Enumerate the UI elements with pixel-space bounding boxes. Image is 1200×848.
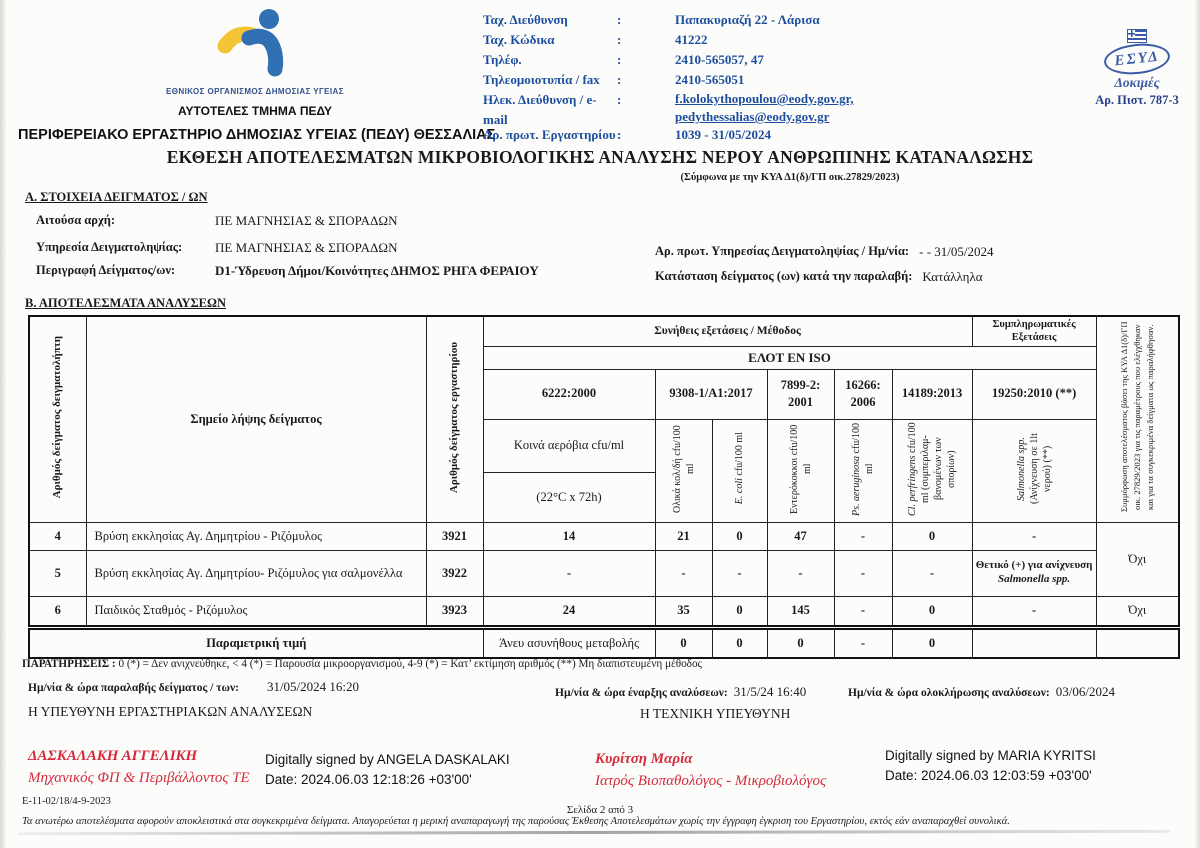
field-label: Περιγραφή Δείγματος/ων: xyxy=(36,263,176,277)
param-cl-perfringens: Cl. perfringens cfu/100 ml (συμπεριλαμ- βανομένων των σπορίων) xyxy=(892,419,972,522)
contact-value: Παπακυριαζή 22 - Λάρισα xyxy=(675,12,820,27)
result-cell: - xyxy=(712,550,767,596)
contact-label: Ηλεκ. Διεύθυνση / e-mail xyxy=(483,92,597,127)
observations-text: 0 (*) = Δεν ανιχνεύθηκε, < 4 (*) = Παρουσία μικροοργανισμού, 4-9 (*) = Κατ’ εκτίμηση αριθμός (**) Μη διαπιστευμένη μέθοδος xyxy=(118,658,702,670)
digital-signature-line: Digitally signed by MARIA KYRITSI xyxy=(885,748,1096,763)
contact-value: 2410-565051 xyxy=(675,72,745,87)
protocol-label: Αρ. πρωτ. Εργαστηρίου xyxy=(483,127,616,142)
greek-flag-icon xyxy=(1128,30,1146,42)
eody-logo-icon xyxy=(203,6,307,80)
report-subtitle: (Σύμφωνα με την ΚΥΑ Δ1(δ)/ΓΠ οικ.27829/2023) xyxy=(680,172,900,183)
scan-edge-left xyxy=(0,0,7,848)
signature-left-digital-block xyxy=(265,750,510,789)
contact-row-email xyxy=(483,90,953,130)
digital-signature-date: Date: 2024.06.03 12:18:26 +03'00' xyxy=(265,771,472,787)
scan-edge-right xyxy=(1194,0,1200,848)
sampling-point-cell: Βρύση εκκλησίας Αγ. Δημητρίου- Ριζόμυλος για σαλμονέλλα xyxy=(86,550,426,596)
report-title: ΕΚΘΕΣΗ ΑΠΟΤΕΛΕΣΜΑΤΩΝ ΜΙΚΡΟΒΙΟΛΟΓΙΚΗΣ ΑΝΑΛΥΣΗΣ ΝΕΡΟΥ ΑΝΘΡΩΠΙΝΗΣ ΚΑΤΑΝΑΛΩΣΗΣ xyxy=(166,147,1034,167)
sample-number-cell: 6 xyxy=(29,596,86,626)
col-header-compliance: Συμμόρφωση αποτελέσματος βάσει της ΚΥΑ Δ1(δ)/ΓΠ οικ. 27829/2023 για τις παραμέτρους που ελέγχθηκαν και για τα συγκεκριμένα δείγματα ως παραλήφθησαν. xyxy=(1096,316,1179,522)
contact-label: Τηλέφ. xyxy=(483,52,522,67)
result-cell: - xyxy=(834,522,892,550)
field-sampling-protocol xyxy=(655,244,994,260)
field-value: Κατάλληλα xyxy=(922,269,983,284)
field-sampling-service xyxy=(36,240,397,256)
result-cell: 24 xyxy=(483,596,655,626)
field-value: - - 31/05/2024 xyxy=(919,244,994,259)
parametric-value-table xyxy=(28,628,1180,659)
field-requesting-authority xyxy=(36,213,397,229)
group-header-supplementary-tests: Συμπληρωματικές Εξετάσεις xyxy=(972,316,1096,346)
field-value: ΠΕ ΜΑΓΝΗΣΙΑΣ & ΣΠΟΡΑΔΩΝ xyxy=(215,240,398,255)
signer-title: Ιατρός Βιοπαθολόγος - Μικροβιολόγος xyxy=(595,772,827,789)
lab-number-cell: 3921 xyxy=(426,522,483,550)
method-6222: 6222:2000 xyxy=(483,369,655,419)
email-link-2[interactable]: pedythessalias@eody.gov.gr xyxy=(675,109,830,124)
signer-title: Μηχανικός ΦΠ & Περιβάλλοντος ΤΕ xyxy=(28,769,250,786)
result-cell: - xyxy=(892,550,972,596)
method-9308: 9308-1/A1:2017 xyxy=(655,369,767,419)
table-row-sample-6 xyxy=(29,596,1179,626)
param-aerobic-count: Κοινά αερόβια cfu/ml xyxy=(483,419,655,473)
contact-separator: : xyxy=(617,12,622,27)
iso-standard-header: ΕΛΟΤ ΕΝ ISO xyxy=(483,346,1096,369)
method-7899: 7899-2: 2001 xyxy=(767,369,834,419)
lab-number-cell: 3923 xyxy=(426,596,483,626)
digital-signature-line: Digitally signed by ANGELA DASKALAKI xyxy=(265,752,510,767)
parametric-cell: 0 xyxy=(892,629,972,658)
contact-separator: : xyxy=(617,127,622,142)
field-label: Αρ. πρωτ. Υπηρεσίας Δειγματοληψίας / Ημ/νία: xyxy=(655,244,910,258)
observations-line xyxy=(22,658,702,670)
result-cell: 47 xyxy=(767,522,834,550)
signer-name: ΔΑΣΚΑΛΑΚΗ ΑΓΓΕΛΙΚΗ xyxy=(28,748,198,764)
lab-number-cell: 3922 xyxy=(426,550,483,596)
contact-row-fax xyxy=(483,70,953,90)
observations-label: ΠΑΡΑΤΗΡΗΣΕΙΣ : xyxy=(22,658,116,670)
esyd-logo-icon: ΕΣΥΔ xyxy=(1103,41,1172,78)
contact-value: 41222 xyxy=(675,32,708,47)
dept-title: ΑΥΤΟΤΕΛΕΣ ΤΜΗΜΑ ΠΕΔΥ xyxy=(177,104,333,119)
section-b-heading: Β. ΑΠΟΤΕΛΕΣΜΑΤΑ ΑΝΑΛΥΣΕΩΝ xyxy=(25,296,227,310)
role-lab-analyses-head: Η ΥΠΕΥΘΥΝΗ ΕΡΓΑΣΤΗΡΙΑΚΩΝ ΑΝΑΛΥΣΕΩΝ xyxy=(28,704,313,719)
role-technical-head: Η ΤΕΧΝΙΚΗ ΥΠΕΥΘΥΝΗ xyxy=(640,706,791,721)
date-sample-receipt: Ημ/νία & ώρα παραλαβής δείγματος / των: 31/05/2024 16:20 xyxy=(28,679,360,694)
contact-label: Ταχ. Διεύθυνση xyxy=(483,12,568,27)
esyd-cert-number: Αρ. Πιστ. 787-3 xyxy=(1095,93,1179,107)
sampling-point-cell: Παιδικός Σταθμός - Ριζόμυλος xyxy=(86,596,426,626)
esyd-block xyxy=(1085,30,1189,108)
contact-row-postcode xyxy=(483,30,953,50)
method-16266: 16266: 2006 xyxy=(834,369,892,419)
contact-separator: : xyxy=(617,72,622,87)
parametric-cell: 0 xyxy=(712,629,767,658)
param-e-coli: E. coli cfu/100 ml xyxy=(712,419,767,522)
field-label: Υπηρεσία Δειγματοληψίας: xyxy=(36,240,183,254)
contact-row-phone xyxy=(483,50,953,70)
parametric-cell-salmonella xyxy=(972,629,1096,658)
parametric-label: Παραμετρική τιμή xyxy=(29,629,483,658)
org-name: ΕΘΝΙΚΟΣ ΟΡΓΑΝΙΣΜΟΣ ΔΗΜΟΣΙΑΣ ΥΓΕΙΑΣ xyxy=(166,87,344,96)
param-ps-aeruginosa: Ps. aeruginosa cfu/100 ml xyxy=(834,419,892,522)
sample-number-cell: 5 xyxy=(29,550,86,596)
result-cell: 0 xyxy=(712,596,767,626)
method-19250: 19250:2010 (**) xyxy=(972,369,1096,419)
section-a-heading: Α. ΣΤΟΙΧΕΙΑ ΔΕΙΓΜΑΤΟΣ / ΩΝ xyxy=(25,190,208,204)
lab-title: ΠΕΡΙΦΕΡΕΙΑΚΟ ΕΡΓΑΣΤΗΡΙΟ ΔΗΜΟΣΙΑΣ ΥΓΕΙΑΣ (ΠΕΔΥ) ΘΕΣΣΑΛΙΑΣ xyxy=(18,127,496,143)
result-cell: 21 xyxy=(655,522,712,550)
sample-number-cell: 4 xyxy=(29,522,86,550)
table-row-sample-4 xyxy=(29,522,1179,550)
digital-signature-date: Date: 2024.06.03 12:03:59 +03'00' xyxy=(885,767,1092,783)
col-header-sampler-number: Αριθμός δείγματος δειγματολήπτη xyxy=(29,316,86,522)
date-analyses-start: Ημ/νία & ώρα έναρξης αναλύσεων: 31/5/24 16:40 xyxy=(555,684,807,699)
result-cell: - xyxy=(655,550,712,596)
contact-separator: : xyxy=(617,32,622,47)
result-cell: 145 xyxy=(767,596,834,626)
result-cell: - xyxy=(834,596,892,626)
lab-protocol-row xyxy=(483,127,771,143)
scan-artifact-line xyxy=(18,830,1170,835)
col-header-sampling-point: Σημείο λήψης δείγματος xyxy=(86,316,426,522)
field-sample-condition xyxy=(655,269,983,285)
compliance-cell: Όχι xyxy=(1096,522,1179,596)
table-row-sample-5 xyxy=(29,550,1179,596)
contact-block xyxy=(483,10,953,130)
email-link-1[interactable]: f.kolokythopoulou@eody.gov.gr, xyxy=(675,91,854,106)
signer-name: Κυρίτση Μαρία xyxy=(595,751,693,767)
contact-separator: : xyxy=(617,52,622,67)
signature-right-digital-block xyxy=(885,746,1096,785)
parametric-cell: - xyxy=(834,629,892,658)
sampling-point-cell: Βρύση εκκλησίας Αγ. Δημητρίου - Ριζόμυλος xyxy=(86,522,426,550)
parametric-cell: 0 xyxy=(655,629,712,658)
param-total-coliforms: Ολικά κολ/δή cfu/100 ml xyxy=(655,419,712,522)
field-sample-description xyxy=(36,263,539,279)
result-cell: - xyxy=(834,550,892,596)
group-header-usual-tests: Συνήθεις εξετάσεις / Μέθοδος xyxy=(483,316,972,346)
field-label: Αιτούσα αρχή: xyxy=(36,213,116,227)
parametric-cell-compliance xyxy=(1096,629,1179,658)
result-cell: 0 xyxy=(712,522,767,550)
esyd-scope: Δοκιμές xyxy=(1114,75,1160,90)
parametric-aerobic: Άνευ ασυνήθους μεταβολής xyxy=(483,629,655,658)
eody-block xyxy=(160,6,350,118)
result-cell-salmonella: - xyxy=(972,596,1096,626)
result-cell: 0 xyxy=(892,522,972,550)
results-table xyxy=(28,315,1180,627)
compliance-cell: Όχι xyxy=(1096,596,1179,626)
method-14189: 14189:2013 xyxy=(892,369,972,419)
contact-row-address xyxy=(483,10,953,30)
result-cell: - xyxy=(483,550,655,596)
field-value: D1-Ύδρευση Δήμοι/Κοινότητες ΔΗΜΟΣ ΡΗΓΑ ΦΕΡΑΙΟΥ xyxy=(215,263,539,278)
parametric-cell: 0 xyxy=(767,629,834,658)
protocol-value: 1039 - 31/05/2024 xyxy=(675,127,772,142)
contact-separator: : xyxy=(617,92,622,107)
date-analyses-completion: Ημ/νία & ώρα ολοκλήρωσης αναλύσεων: 03/06/2024 xyxy=(848,684,1115,699)
footer-disclaimer: Τα ανωτέρω αποτελέσματα αφορούν αποκλειστικά στα συγκεκριμένα δείγματα. Απαγορεύεται η μερική αναπαραγωγή της παρούσας Έκθεσης Αποτελεσμάτων χωρίς την έγγραφη έγκριση του Εργαστηρίου, εκτός εάν αναπαραχθεί συνολικά. xyxy=(22,816,1010,827)
page-number: Σελίδα 2 από 3 xyxy=(566,804,634,816)
col-header-lab-number: Αριθμός δείγματος εργαστηρίου xyxy=(426,316,483,522)
field-value: ΠΕ ΜΑΓΝΗΣΙΑΣ & ΣΠΟΡΑΔΩΝ xyxy=(215,213,398,228)
result-cell: 0 xyxy=(892,596,972,626)
contact-label: Τηλεομοιοτυπία / fax xyxy=(483,72,600,87)
contact-value: 2410-565057, 47 xyxy=(675,52,764,67)
result-cell-salmonella-positive: Θετικό (+) για ανίχνευση Salmonella spp. xyxy=(972,550,1096,596)
form-code: E-11-02/18/4-9-2023 xyxy=(22,796,111,807)
result-cell: 14 xyxy=(483,522,655,550)
param-salmonella: Salmonella spp. (Ανίχνευση σε 1lt νερού) (**) xyxy=(972,419,1096,522)
field-label: Κατάσταση δείγματος (ων) κατά την παραλαβή: xyxy=(655,269,913,283)
result-cell: 35 xyxy=(655,596,712,626)
param-enterococci: Εντερόκοκκοι cfu/100 ml xyxy=(767,419,834,522)
contact-label: Ταχ. Κώδικα xyxy=(483,32,555,47)
param-aerobic-conditions: (22°C x 72h) xyxy=(483,473,655,522)
signature-left-name-block xyxy=(28,746,250,790)
result-cell: - xyxy=(767,550,834,596)
signature-right-name-block xyxy=(595,749,826,793)
result-cell-salmonella: - xyxy=(972,522,1096,550)
